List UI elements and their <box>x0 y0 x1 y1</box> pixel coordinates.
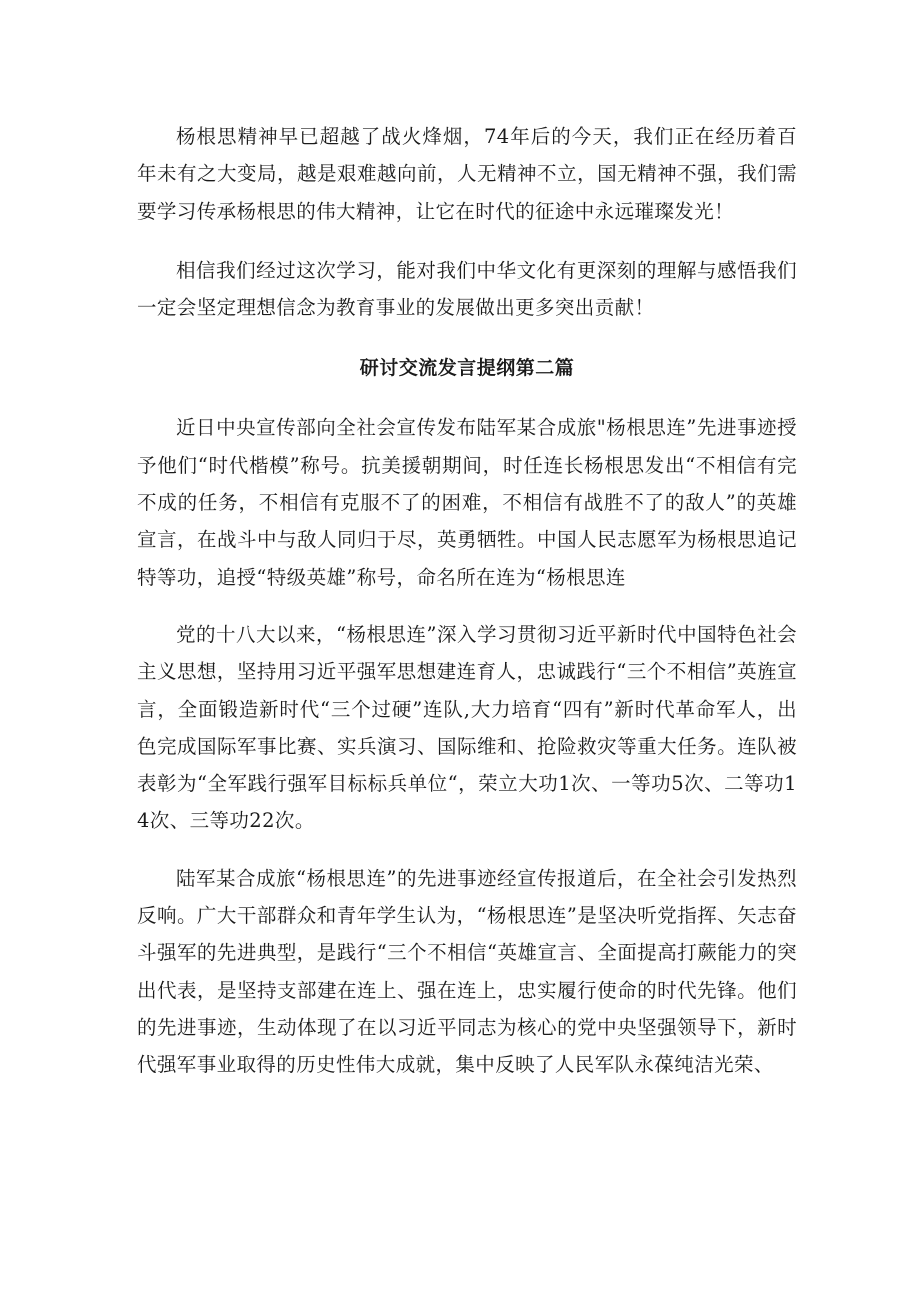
paragraph: 相信我们经过这次学习，能对我们中华文化有更深刻的理解与感悟我们一定会坚定理想信念为教育事业的发展做出更多突出贡献！ <box>137 258 797 320</box>
document-body <box>137 118 797 1084</box>
paragraph: 杨根思精神早已超越了战火烽烟，74年后的今天，我们正在经历着百年未有之大变局，越是艰难越向前，人无精神不立，国无精神不强，我们需要学习传承杨根思的伟大精神，让它在时代的征途中永远璀璨发光！ <box>137 125 797 223</box>
section-heading: 研讨交流发言提纲第二篇 <box>359 357 575 380</box>
paragraph: 陆军某合成旅“杨根思连”的先进事迹经宣传报道后，在全社会引发热烈反响。广大干部群众和青年学生认为，“杨根思连”是坚决听党指挥、矢志奋斗强军的先进典型，是践行“三个不相信“英雄宣言、全面提高打蕨能力的突出代表，是坚持支部建在连上、强在连上，忠实履行使命的时代先锋。他们的先进事迹，生动体现了在以习近平同志为核心的党中央坚强领导下，新时代强军事业取得的历史性伟大成就，集中反映了人民军队永葆纯洁光荣、 <box>137 866 797 1077</box>
paragraph: 近日中央宣传部向全社会宣传发布陆军某合成旅"杨根思连”先进事迹授予他们“时代楷模”称号。抗美援朝期间，时任连长杨根思发出“不相信有完不成的任务，不相信有克服不了的困难，不相信有战胜不了的敌人”的英雄宣言，在战斗中与敌人同归于尽，英勇牺牲。中国人民志愿军为杨根思追记特等功，追授“特级英雄”称号，命名所在连为“杨根思连 <box>137 416 797 589</box>
paragraph: 党的十八大以来，“杨根思连”深入学习贯彻习近平新时代中国特色社会主义思想，坚持用习近平强军思想建连育人，忠诚践行“三个不相信”英旌宣言，全面锻造新时代“三个过硬”连队,大力培育“四有”新时代革命军人，出色完成国际军事比赛、实兵演习、国际维和、抢险救灾等重大任务。连队被表彰为“全军践行强军目标标兵单位“，荣立大功1次、一等功5次、二等功14次、三等功22次。 <box>137 622 797 833</box>
